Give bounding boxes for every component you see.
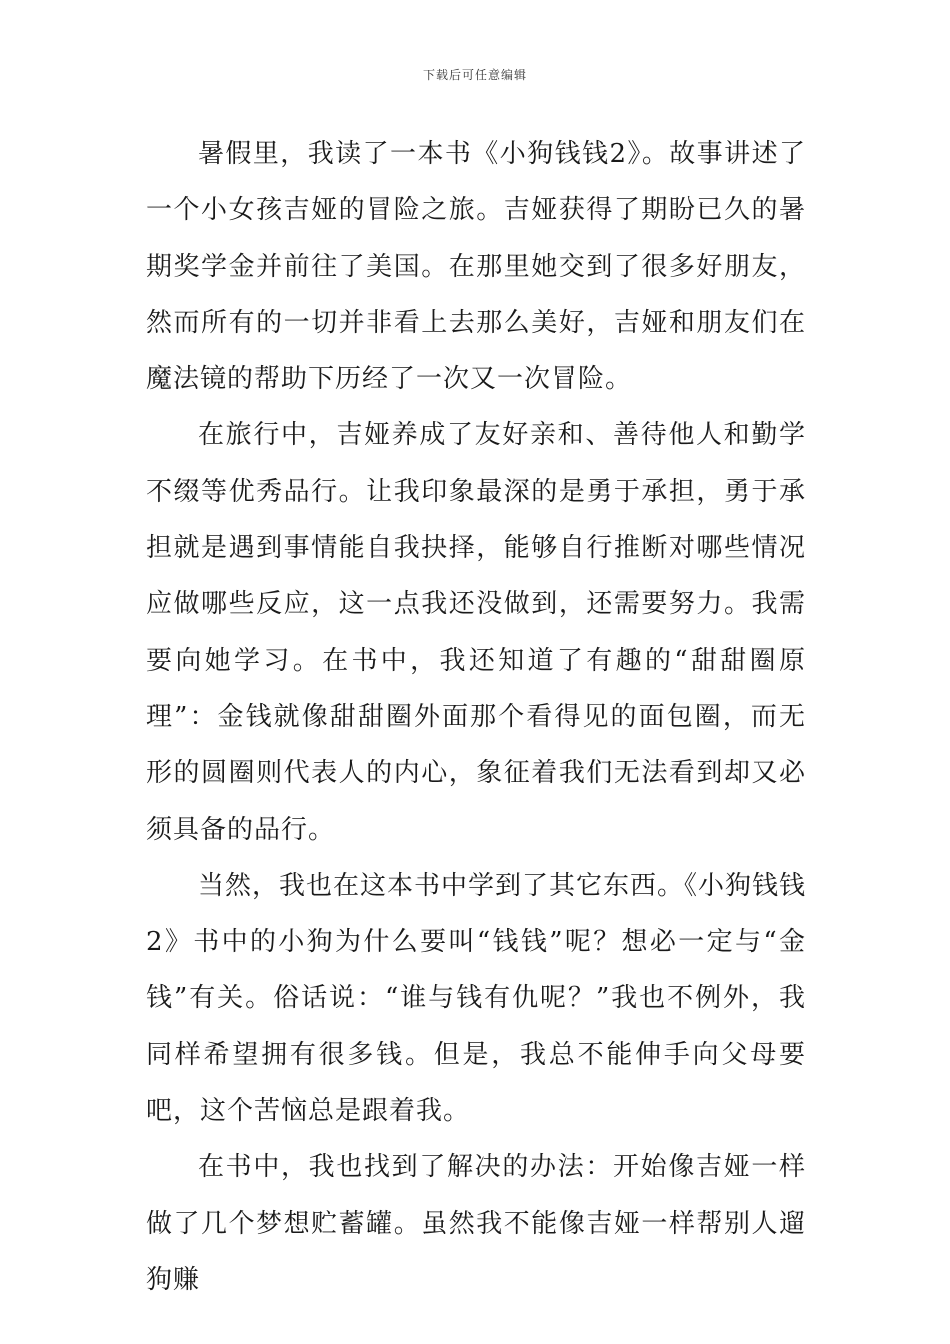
document-body [146,126,806,1308]
page-header: 下载后可任意编辑 [422,68,527,82]
paragraph-3: 当然，我也在这本书中学到了其它东西。《小狗钱钱2》书中的小狗为什么要叫“钱钱”呢？想必一定与“金钱”有关。俗话说：“谁与钱有仇呢？”我也不例外，我同样希望拥有很多钱。但是，我总不能伸手向父母要吧，这个苦恼总是跟着我。 [146,870,807,1127]
paragraph-1: 暑假里，我读了一本书《小狗钱钱2》。故事讲述了一个小女孩吉娅的冒险之旅。吉娅获得了期盼已久的暑期奖学金并前往了美国。在那里她交到了很多好朋友，然而所有的一切并非看上去那么美好，吉娅和朋友们在魔法镜的帮助下历经了一次又一次冒险。 [146,139,806,395]
paragraph-4: 在书中，我也找到了解决的办法：开始像吉娅一样做了几个梦想贮蓄罐。虽然我不能像吉娅一样帮别人遛狗赚 [146,1152,806,1295]
paragraph-2: 在旅行中，吉娅养成了友好亲和、善待他人和勤学不缀等优秀品行。让我印象最深的是勇于承担，勇于承担就是遇到事情能自我抉择，能够自行推断对哪些情况应做哪些反应，这一点我还没做到，还需要努力。我需要向她学习。在书中，我还知道了有趣的“甜甜圈原理”：金钱就像甜甜圈外面那个看得见的面包圈，而无形的圆圈则代表人的内心，象征着我们无法看到却又必须具备的品行。 [146,420,806,845]
